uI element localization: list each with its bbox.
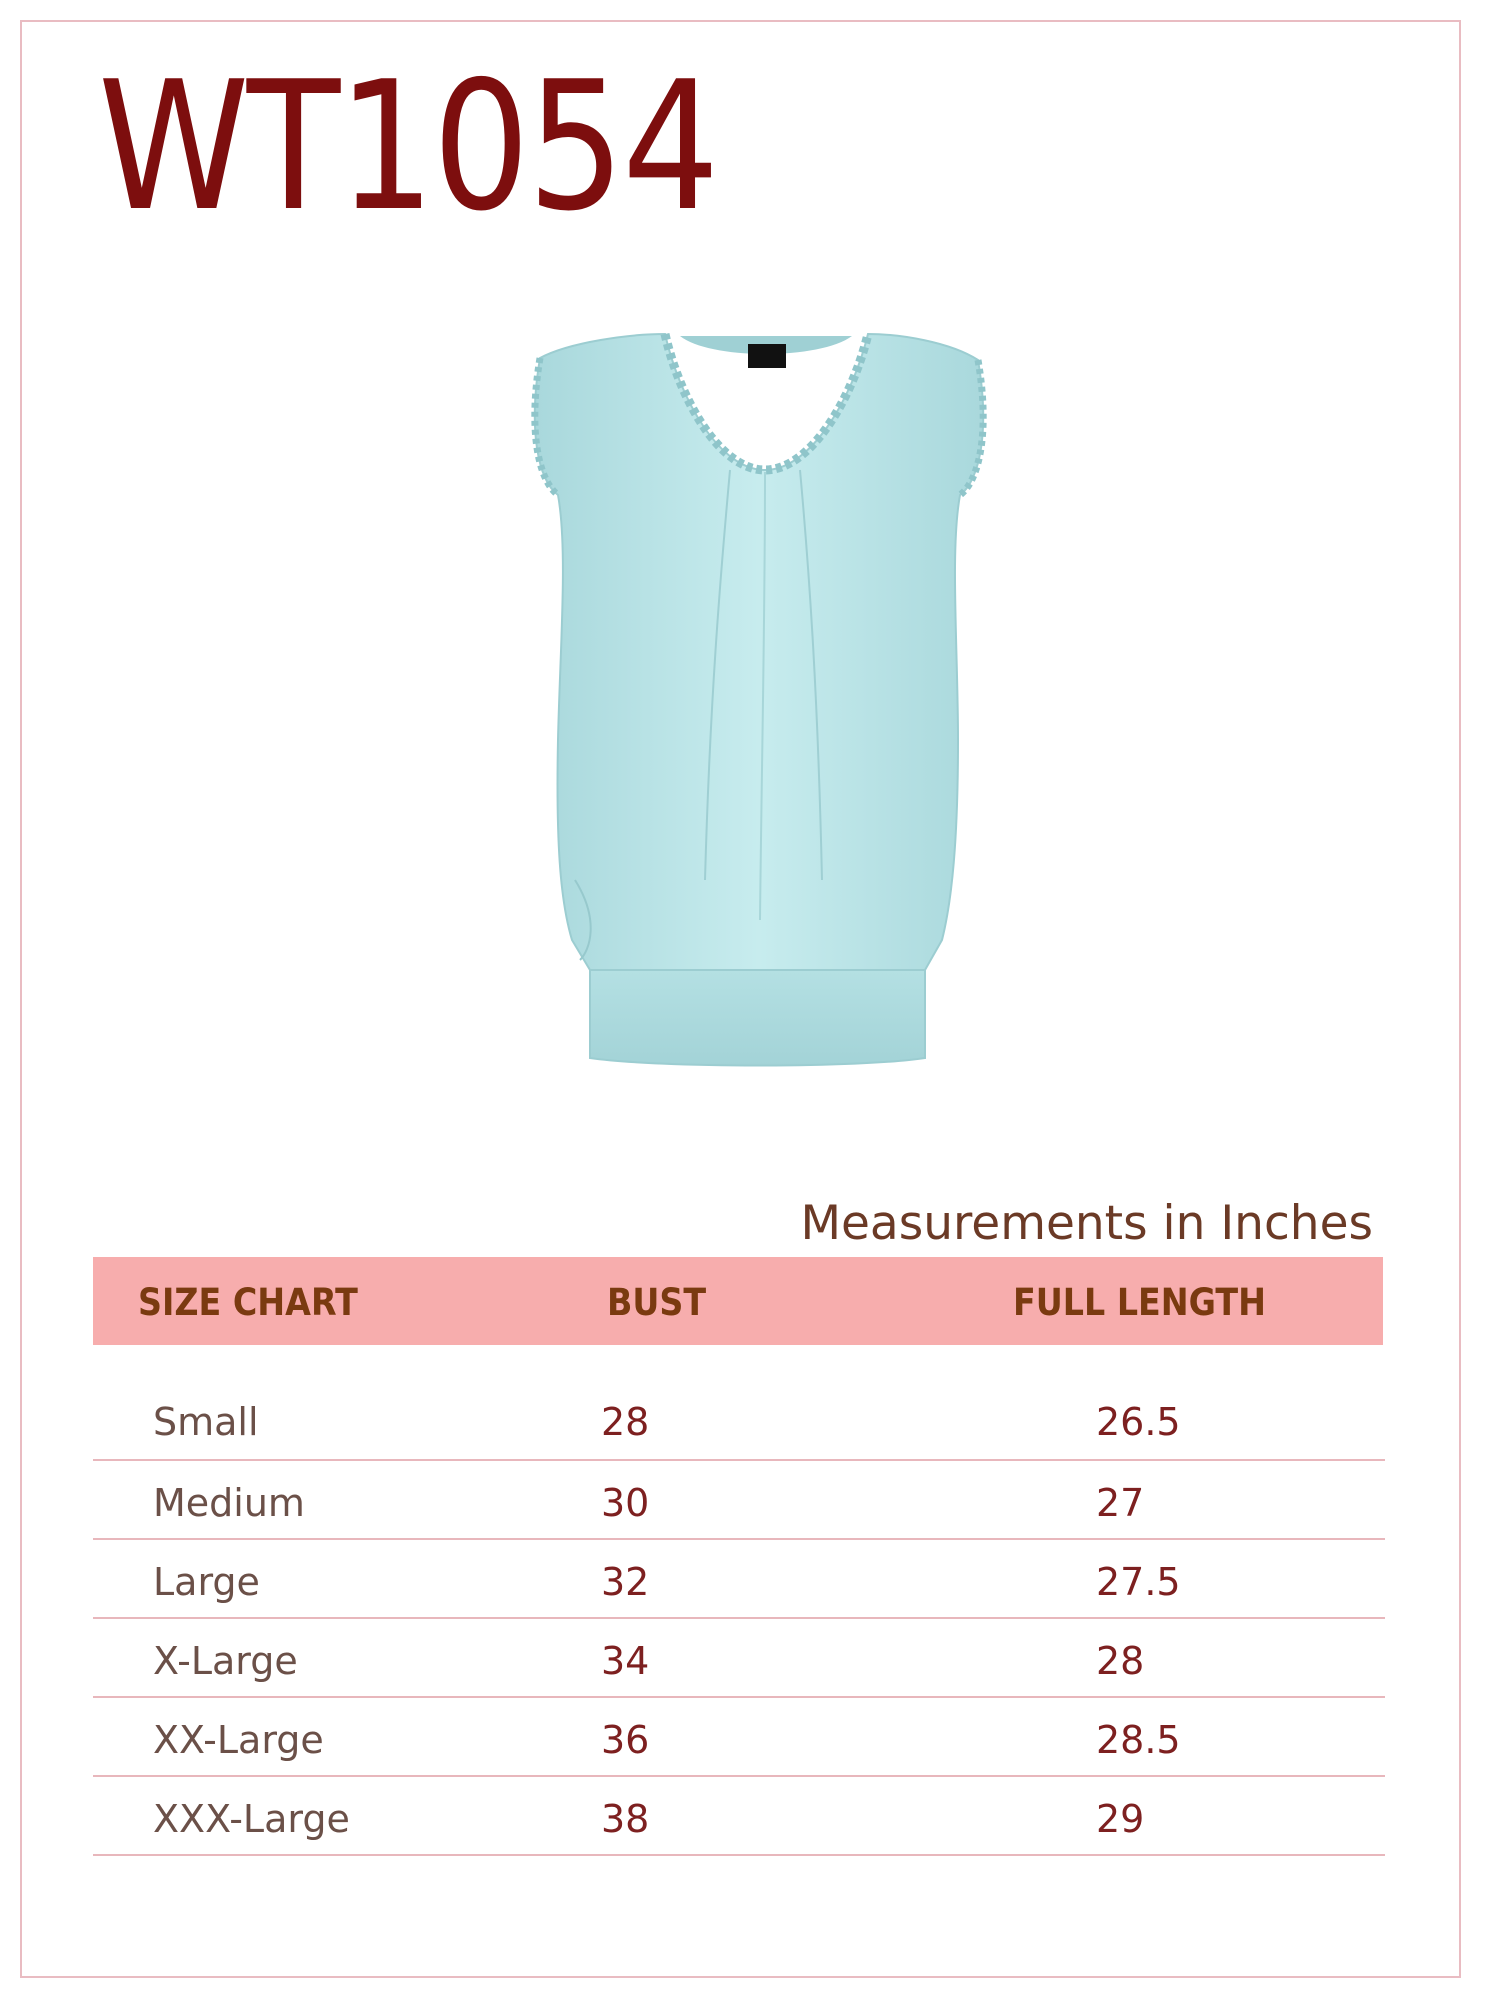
full-length-cell: 27.5 bbox=[1096, 1560, 1181, 1604]
product-image-top bbox=[480, 320, 1040, 1120]
full-length-cell: 29 bbox=[1096, 1797, 1145, 1841]
bust-column-header: BUST bbox=[607, 1281, 707, 1324]
bust-cell: 30 bbox=[601, 1481, 650, 1525]
size-cell: X-Large bbox=[153, 1639, 298, 1683]
brand-label bbox=[748, 344, 786, 368]
bust-cell: 38 bbox=[601, 1797, 650, 1841]
size-cell: XX-Large bbox=[153, 1718, 324, 1762]
full-length-cell: 28 bbox=[1096, 1639, 1145, 1683]
table-row bbox=[93, 1380, 1385, 1461]
full-length-cell: 26.5 bbox=[1096, 1400, 1181, 1444]
size-chart-table bbox=[93, 1380, 1385, 1856]
full-length-column-header: FULL LENGTH bbox=[1013, 1281, 1266, 1324]
size-cell: Large bbox=[153, 1560, 260, 1604]
garment-body bbox=[535, 334, 983, 970]
bust-cell: 36 bbox=[601, 1718, 650, 1762]
garment-band bbox=[590, 970, 925, 1066]
size-column-header: SIZE CHART bbox=[138, 1281, 358, 1324]
size-cell: Medium bbox=[153, 1481, 305, 1525]
table-row bbox=[93, 1619, 1385, 1698]
size-cell: XXX-Large bbox=[153, 1797, 350, 1841]
bust-cell: 32 bbox=[601, 1560, 650, 1604]
full-length-cell: 27 bbox=[1096, 1481, 1145, 1525]
table-row bbox=[93, 1698, 1385, 1777]
table-row bbox=[93, 1461, 1385, 1540]
table-row bbox=[93, 1777, 1385, 1856]
measurement-units-note: Measurements in Inches bbox=[800, 1196, 1373, 1251]
size-chart-header bbox=[93, 1257, 1383, 1345]
full-length-cell: 28.5 bbox=[1096, 1718, 1181, 1762]
table-row bbox=[93, 1540, 1385, 1619]
bust-cell: 34 bbox=[601, 1639, 650, 1683]
bust-cell: 28 bbox=[601, 1400, 650, 1444]
size-cell: Small bbox=[153, 1400, 259, 1444]
product-code-title: WT1054 bbox=[98, 43, 717, 250]
